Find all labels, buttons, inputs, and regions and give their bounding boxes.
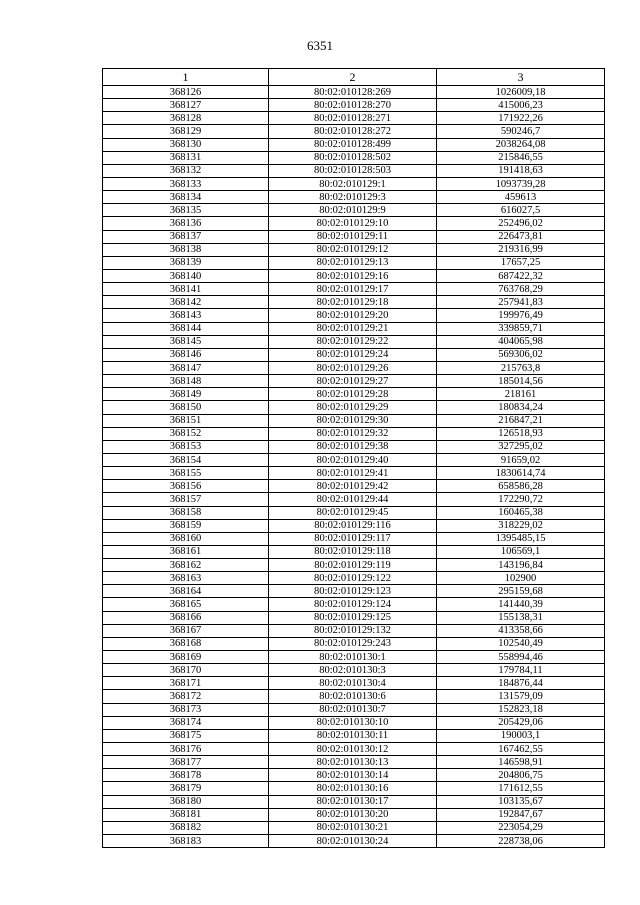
table-row: [103, 296, 605, 309]
cadastral-number-cell: 80:02:010129:125: [269, 611, 437, 624]
value-cell: 172290,72: [437, 493, 605, 506]
cadastral-number-cell: 80:02:010130:16: [269, 782, 437, 795]
table-row: [103, 690, 605, 703]
value-cell: 215846,55: [437, 151, 605, 164]
row-number-cell: 368163: [103, 572, 269, 585]
cadastral-number-cell: 80:02:010129:1: [269, 177, 437, 190]
value-cell: 616027,5: [437, 204, 605, 217]
value-cell: 257941,83: [437, 296, 605, 309]
row-number-cell: 368142: [103, 296, 269, 309]
row-number-cell: 368135: [103, 204, 269, 217]
table-row: [103, 375, 605, 388]
cadastral-number-cell: 80:02:010128:502: [269, 151, 437, 164]
cadastral-number-cell: 80:02:010130:7: [269, 703, 437, 716]
row-number-cell: 368173: [103, 703, 269, 716]
table-row: [103, 361, 605, 374]
cadastral-number-cell: 80:02:010128:503: [269, 164, 437, 177]
table-row: [103, 138, 605, 151]
table-row: [103, 125, 605, 138]
table-row: [103, 414, 605, 427]
row-number-cell: 368160: [103, 532, 269, 545]
cadastral-number-cell: 80:02:010129:243: [269, 637, 437, 650]
table-row: [103, 467, 605, 480]
table-row: [103, 716, 605, 729]
table-row: [103, 86, 605, 99]
row-number-cell: 368175: [103, 729, 269, 742]
cadastral-number-cell: 80:02:010129:124: [269, 598, 437, 611]
value-cell: 252496,02: [437, 217, 605, 230]
value-cell: 687422,32: [437, 269, 605, 282]
table-row: [103, 532, 605, 545]
row-number-cell: 368161: [103, 545, 269, 558]
cadastral-number-cell: 80:02:010130:10: [269, 716, 437, 729]
cadastral-number-cell: 80:02:010129:12: [269, 243, 437, 256]
table-row: [103, 243, 605, 256]
value-cell: 404065,98: [437, 335, 605, 348]
value-cell: 226473,81: [437, 230, 605, 243]
value-cell: 569306,02: [437, 348, 605, 361]
row-number-cell: 368143: [103, 309, 269, 322]
row-number-cell: 368128: [103, 112, 269, 125]
value-cell: 191418,63: [437, 164, 605, 177]
table-row: [103, 256, 605, 269]
value-cell: 91659,02: [437, 453, 605, 466]
cadastral-number-cell: 80:02:010130:3: [269, 664, 437, 677]
table-row: [103, 677, 605, 690]
table-row: [103, 572, 605, 585]
value-cell: 185014,56: [437, 375, 605, 388]
cadastral-number-cell: 80:02:010129:17: [269, 283, 437, 296]
cadastral-number-cell: 80:02:010128:271: [269, 112, 437, 125]
cadastral-number-cell: 80:02:010129:40: [269, 453, 437, 466]
table-row: [103, 151, 605, 164]
table-row: [103, 795, 605, 808]
column-header-1: 1: [103, 69, 269, 86]
table-row: [103, 808, 605, 821]
value-cell: 155138,31: [437, 611, 605, 624]
value-cell: 1395485,15: [437, 532, 605, 545]
value-cell: 1093739,28: [437, 177, 605, 190]
table-header-row: [103, 69, 605, 86]
value-cell: 17657,25: [437, 256, 605, 269]
row-number-cell: 368127: [103, 99, 269, 112]
cadastral-number-cell: 80:02:010130:11: [269, 729, 437, 742]
table-row: [103, 335, 605, 348]
table-row: [103, 204, 605, 217]
value-cell: 192847,67: [437, 808, 605, 821]
row-number-cell: 368137: [103, 230, 269, 243]
table-row: [103, 440, 605, 453]
row-number-cell: 368153: [103, 440, 269, 453]
row-number-cell: 368130: [103, 138, 269, 151]
value-cell: 318229,02: [437, 519, 605, 532]
column-header-2: 2: [269, 69, 437, 86]
table-row: [103, 519, 605, 532]
table-row: [103, 559, 605, 572]
value-cell: 204806,75: [437, 769, 605, 782]
row-number-cell: 368152: [103, 427, 269, 440]
value-cell: 184876,44: [437, 677, 605, 690]
table-row: [103, 283, 605, 296]
value-cell: 558994,46: [437, 651, 605, 664]
cadastral-number-cell: 80:02:010129:27: [269, 375, 437, 388]
table-row: [103, 269, 605, 282]
row-number-cell: 368171: [103, 677, 269, 690]
row-number-cell: 368157: [103, 493, 269, 506]
cadastral-number-cell: 80:02:010128:272: [269, 125, 437, 138]
value-cell: 2038264,08: [437, 138, 605, 151]
value-cell: 1026009,18: [437, 86, 605, 99]
column-header-3: 3: [437, 69, 605, 86]
table-row: [103, 743, 605, 756]
row-number-cell: 368168: [103, 637, 269, 650]
table-row: [103, 506, 605, 519]
table-row: [103, 835, 605, 848]
cadastral-number-cell: 80:02:010130:1: [269, 651, 437, 664]
row-number-cell: 368159: [103, 519, 269, 532]
value-cell: 171922,26: [437, 112, 605, 125]
table-row: [103, 348, 605, 361]
row-number-cell: 368178: [103, 769, 269, 782]
value-cell: 459613: [437, 191, 605, 204]
row-number-cell: 368129: [103, 125, 269, 138]
cadastral-number-cell: 80:02:010129:119: [269, 559, 437, 572]
cadastral-number-cell: 80:02:010129:20: [269, 309, 437, 322]
row-number-cell: 368169: [103, 651, 269, 664]
cadastral-number-cell: 80:02:010128:499: [269, 138, 437, 151]
row-number-cell: 368183: [103, 835, 269, 848]
cadastral-number-cell: 80:02:010130:4: [269, 677, 437, 690]
cadastral-number-cell: 80:02:010129:118: [269, 545, 437, 558]
value-cell: 219316,99: [437, 243, 605, 256]
value-cell: 215763,8: [437, 361, 605, 374]
row-number-cell: 368181: [103, 808, 269, 821]
cadastral-number-cell: 80:02:010128:270: [269, 99, 437, 112]
value-cell: 160465,38: [437, 506, 605, 519]
cadastral-number-cell: 80:02:010129:32: [269, 427, 437, 440]
cadastral-number-cell: 80:02:010129:123: [269, 585, 437, 598]
table-row: [103, 309, 605, 322]
row-number-cell: 368132: [103, 164, 269, 177]
cadastral-number-cell: 80:02:010129:132: [269, 624, 437, 637]
value-cell: 103135,67: [437, 795, 605, 808]
row-number-cell: 368176: [103, 743, 269, 756]
table-row: [103, 480, 605, 493]
value-cell: 106569,1: [437, 545, 605, 558]
value-cell: 413358,66: [437, 624, 605, 637]
value-cell: 1830614,74: [437, 467, 605, 480]
table-row: [103, 401, 605, 414]
cadastral-number-cell: 80:02:010130:21: [269, 821, 437, 834]
cadastral-number-cell: 80:02:010129:22: [269, 335, 437, 348]
table-row: [103, 191, 605, 204]
cadastral-number-cell: 80:02:010129:122: [269, 572, 437, 585]
value-cell: 658586,28: [437, 480, 605, 493]
cadastral-number-cell: 80:02:010129:30: [269, 414, 437, 427]
row-number-cell: 368172: [103, 690, 269, 703]
row-number-cell: 368138: [103, 243, 269, 256]
cadastral-number-cell: 80:02:010129:18: [269, 296, 437, 309]
table-row: [103, 322, 605, 335]
table-row: [103, 112, 605, 125]
value-cell: 179784,11: [437, 664, 605, 677]
table-row: [103, 782, 605, 795]
value-cell: 205429,06: [437, 716, 605, 729]
cadastral-number-cell: 80:02:010130:6: [269, 690, 437, 703]
table-row: [103, 177, 605, 190]
row-number-cell: 368165: [103, 598, 269, 611]
cadastral-number-cell: 80:02:010129:24: [269, 348, 437, 361]
table-row: [103, 637, 605, 650]
cadastral-number-cell: 80:02:010129:116: [269, 519, 437, 532]
row-number-cell: 368148: [103, 375, 269, 388]
value-cell: 190003,1: [437, 729, 605, 742]
row-number-cell: 368167: [103, 624, 269, 637]
value-cell: 216847,21: [437, 414, 605, 427]
cadastral-number-cell: 80:02:010129:9: [269, 204, 437, 217]
row-number-cell: 368154: [103, 453, 269, 466]
value-cell: 126518,93: [437, 427, 605, 440]
table-row: [103, 703, 605, 716]
cadastral-number-cell: 80:02:010129:13: [269, 256, 437, 269]
cadastral-number-cell: 80:02:010129:11: [269, 230, 437, 243]
cadastral-table: [102, 68, 605, 848]
table-row: [103, 388, 605, 401]
value-cell: 228738,06: [437, 835, 605, 848]
table-row: [103, 545, 605, 558]
table-row: [103, 624, 605, 637]
row-number-cell: 368134: [103, 191, 269, 204]
cadastral-number-cell: 80:02:010130:17: [269, 795, 437, 808]
row-number-cell: 368149: [103, 388, 269, 401]
table-body: [103, 86, 605, 848]
table-row: [103, 729, 605, 742]
table-row: [103, 585, 605, 598]
table-row: [103, 664, 605, 677]
row-number-cell: 368147: [103, 361, 269, 374]
value-cell: 141440,39: [437, 598, 605, 611]
table-row: [103, 756, 605, 769]
table-row: [103, 217, 605, 230]
cadastral-number-cell: 80:02:010130:14: [269, 769, 437, 782]
row-number-cell: 368141: [103, 283, 269, 296]
row-number-cell: 368164: [103, 585, 269, 598]
cadastral-number-cell: 80:02:010129:26: [269, 361, 437, 374]
row-number-cell: 368166: [103, 611, 269, 624]
table-row: [103, 611, 605, 624]
row-number-cell: 368174: [103, 716, 269, 729]
row-number-cell: 368139: [103, 256, 269, 269]
row-number-cell: 368145: [103, 335, 269, 348]
table-row: [103, 427, 605, 440]
table-row: [103, 598, 605, 611]
cadastral-number-cell: 80:02:010129:10: [269, 217, 437, 230]
value-cell: 339859,71: [437, 322, 605, 335]
row-number-cell: 368158: [103, 506, 269, 519]
row-number-cell: 368140: [103, 269, 269, 282]
value-cell: 102540,49: [437, 637, 605, 650]
cadastral-number-cell: 80:02:010129:29: [269, 401, 437, 414]
cadastral-number-cell: 80:02:010130:13: [269, 756, 437, 769]
value-cell: 143196,84: [437, 559, 605, 572]
row-number-cell: 368182: [103, 821, 269, 834]
value-cell: 171612,55: [437, 782, 605, 795]
row-number-cell: 368144: [103, 322, 269, 335]
cadastral-number-cell: 80:02:010130:24: [269, 835, 437, 848]
row-number-cell: 368136: [103, 217, 269, 230]
cadastral-number-cell: 80:02:010129:117: [269, 532, 437, 545]
row-number-cell: 368179: [103, 782, 269, 795]
table-row: [103, 821, 605, 834]
row-number-cell: 368162: [103, 559, 269, 572]
value-cell: 146598,91: [437, 756, 605, 769]
row-number-cell: 368156: [103, 480, 269, 493]
value-cell: 763768,29: [437, 283, 605, 296]
table-row: [103, 493, 605, 506]
value-cell: 327295,02: [437, 440, 605, 453]
cadastral-number-cell: 80:02:010129:44: [269, 493, 437, 506]
row-number-cell: 368133: [103, 177, 269, 190]
value-cell: 102900: [437, 572, 605, 585]
cadastral-number-cell: 80:02:010130:20: [269, 808, 437, 821]
row-number-cell: 368126: [103, 86, 269, 99]
value-cell: 415006,23: [437, 99, 605, 112]
row-number-cell: 368151: [103, 414, 269, 427]
value-cell: 180834,24: [437, 401, 605, 414]
value-cell: 131579,09: [437, 690, 605, 703]
value-cell: 295159,68: [437, 585, 605, 598]
cadastral-number-cell: 80:02:010129:28: [269, 388, 437, 401]
value-cell: 218161: [437, 388, 605, 401]
row-number-cell: 368170: [103, 664, 269, 677]
table-row: [103, 164, 605, 177]
table-row: [103, 99, 605, 112]
value-cell: 167462,55: [437, 743, 605, 756]
value-cell: 223054,29: [437, 821, 605, 834]
cadastral-number-cell: 80:02:010129:42: [269, 480, 437, 493]
cadastral-number-cell: 80:02:010129:45: [269, 506, 437, 519]
cadastral-number-cell: 80:02:010129:41: [269, 467, 437, 480]
table-row: [103, 769, 605, 782]
cadastral-number-cell: 80:02:010129:3: [269, 191, 437, 204]
cadastral-number-cell: 80:02:010129:21: [269, 322, 437, 335]
cadastral-number-cell: 80:02:010129:38: [269, 440, 437, 453]
value-cell: 152823,18: [437, 703, 605, 716]
cadastral-number-cell: 80:02:010128:269: [269, 86, 437, 99]
value-cell: 199976,49: [437, 309, 605, 322]
table-row: [103, 651, 605, 664]
table-row: [103, 230, 605, 243]
row-number-cell: 368155: [103, 467, 269, 480]
value-cell: 590246,7: [437, 125, 605, 138]
row-number-cell: 368177: [103, 756, 269, 769]
row-number-cell: 368131: [103, 151, 269, 164]
page-number: 6351: [307, 38, 333, 53]
cadastral-number-cell: 80:02:010129:16: [269, 269, 437, 282]
row-number-cell: 368180: [103, 795, 269, 808]
cadastral-number-cell: 80:02:010130:12: [269, 743, 437, 756]
row-number-cell: 368146: [103, 348, 269, 361]
table-row: [103, 453, 605, 466]
row-number-cell: 368150: [103, 401, 269, 414]
